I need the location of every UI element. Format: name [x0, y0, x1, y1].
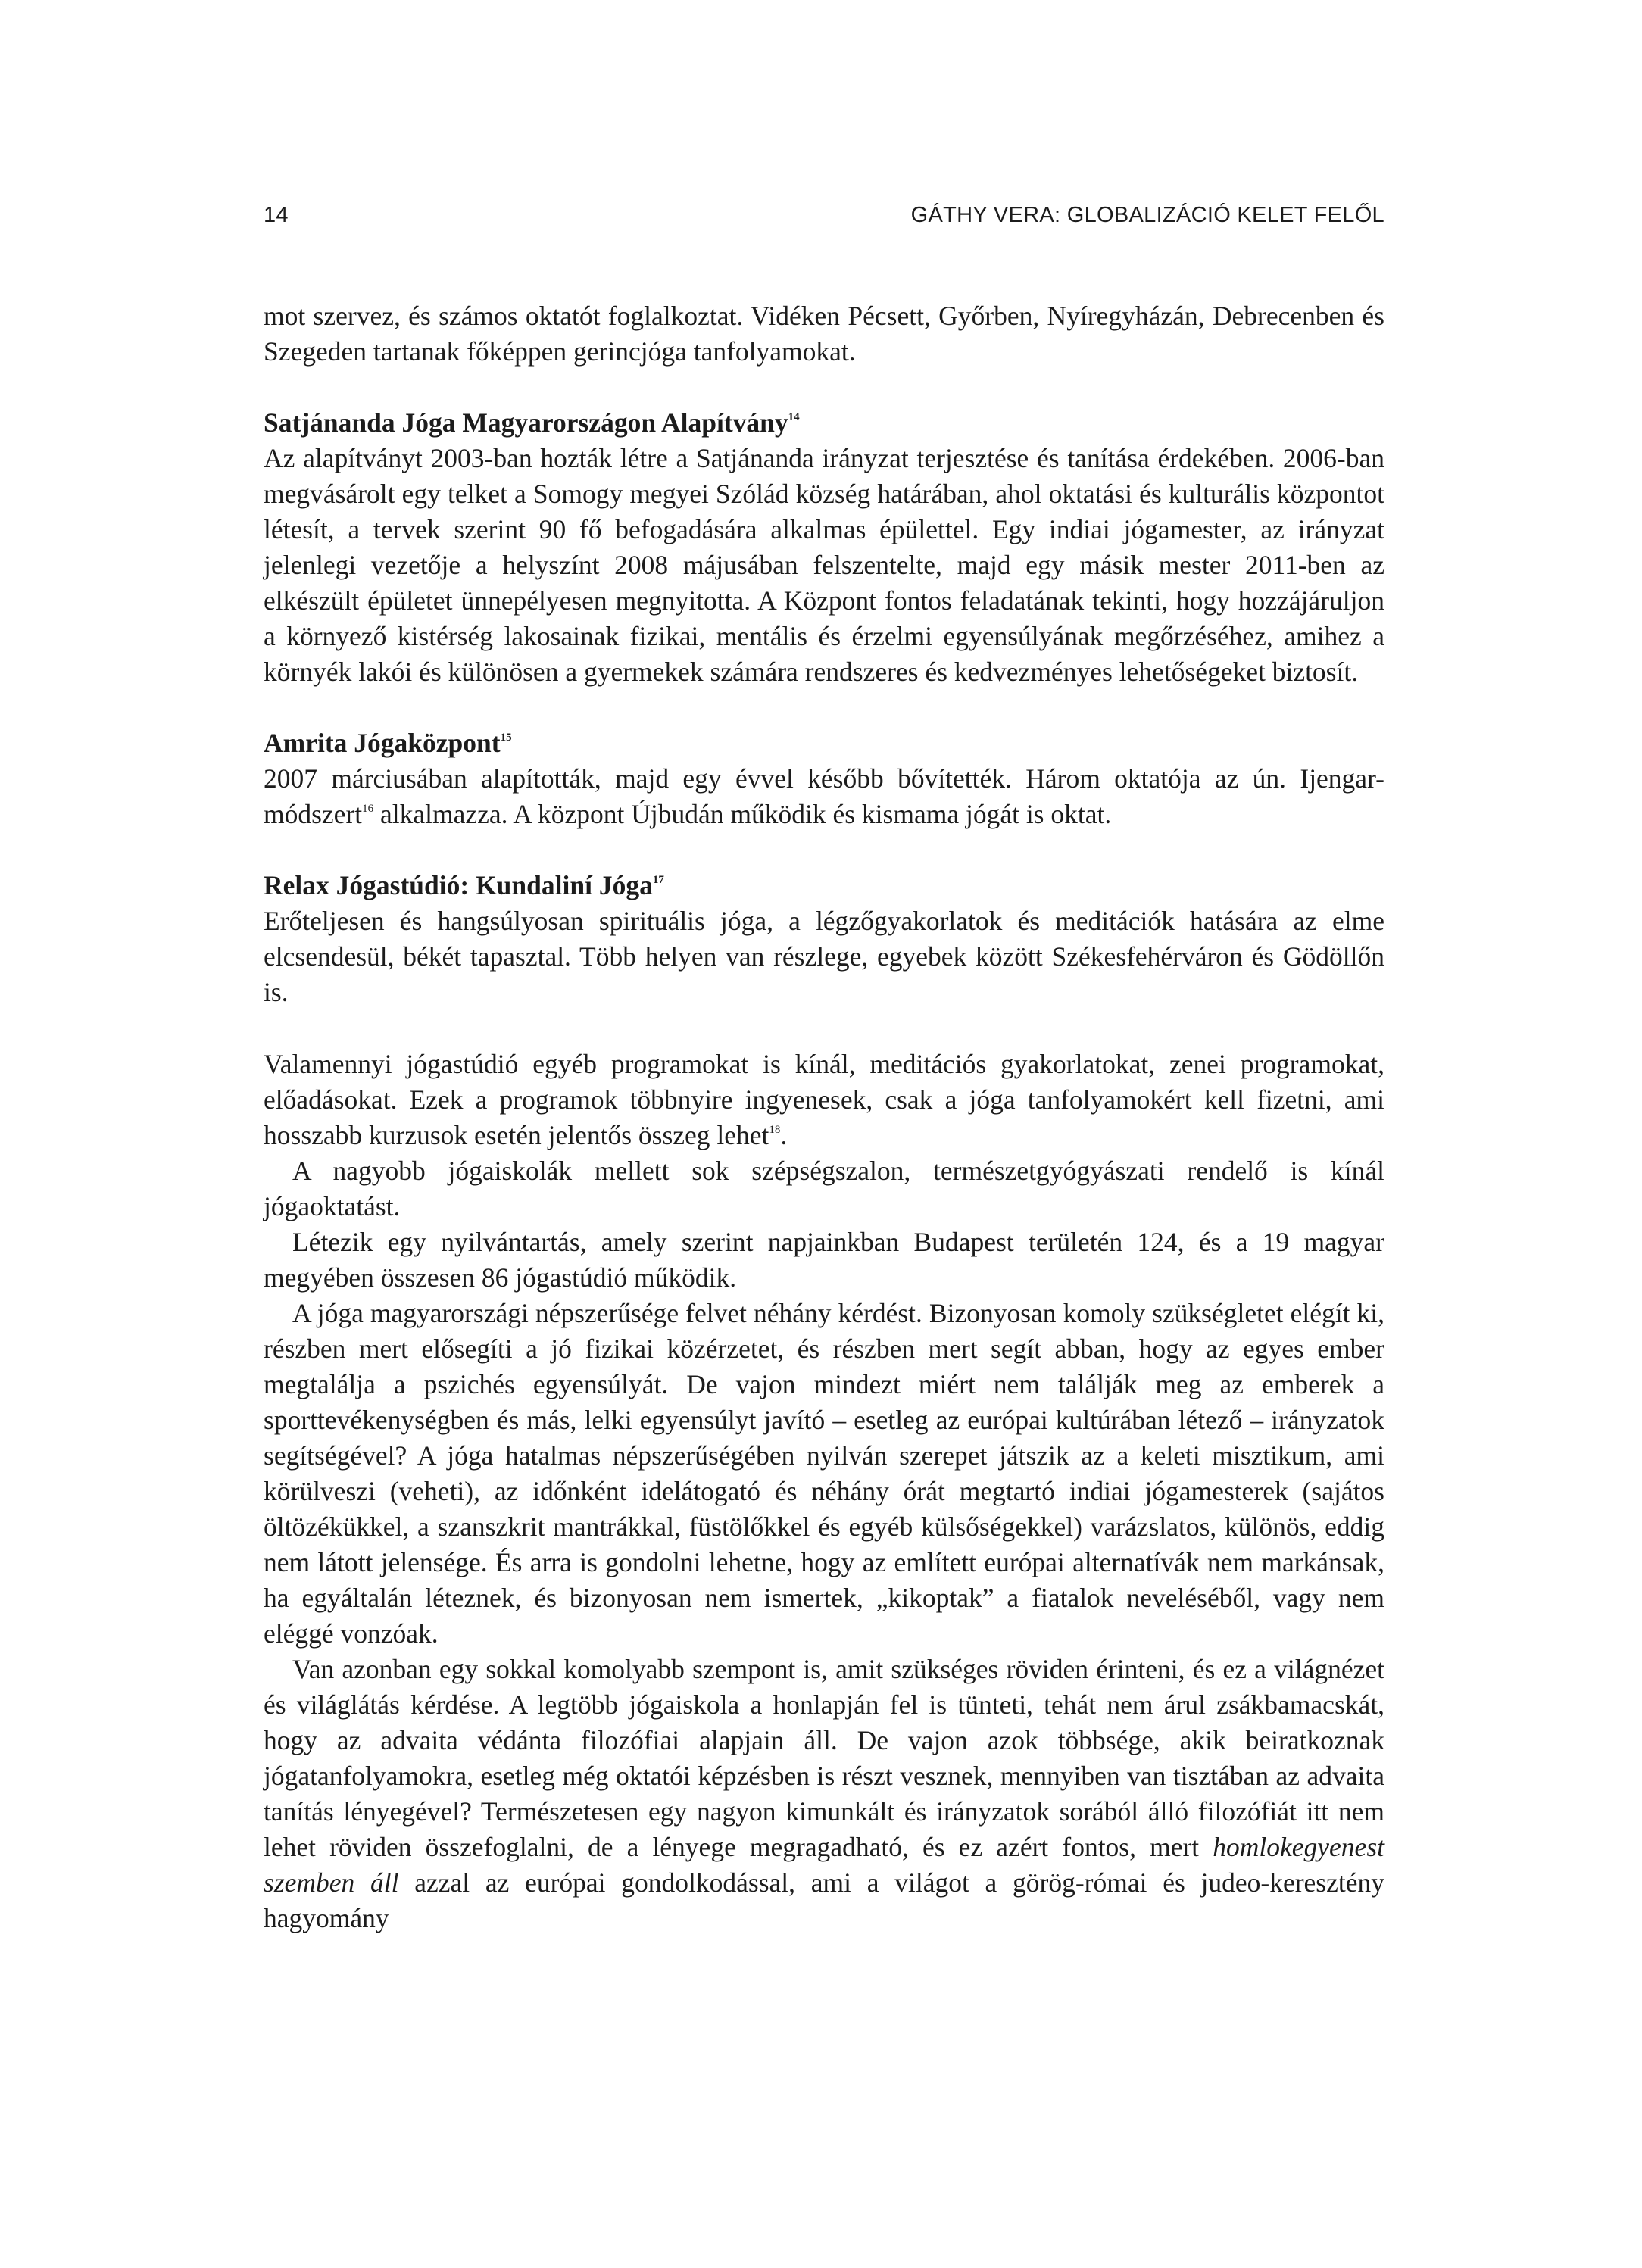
section-text: Az alapítványt 2003-ban hozták létre a Satjánanda irányzat terjesztése és tanítása érdekében. 2006-ban megvásárolt egy telket a Somogy megyei Szólád község határában, ahol oktatási és kulturális központot létesít, a tervek szerint 90 fő befogadására alkalmas épülettel. Egy indiai jógamester, az irányzat jelenlegi vezetője a helyszínt 2008 májusában felszentelte, majd egy másik mester 2011-ben az elkészült épületet ünnepélyesen megnyitotta. A Központ fontos feladatának tekinti, hogy hozzájáruljon a környező kistérség lakosainak fizikai, mentális és érzelmi egyensúlyának megőrzéséhez, amihez a környék lakói és különösen a gyermekek számára rendszeres és kedvezményes lehetőségeket biztosít.: [264, 443, 1384, 687]
section-text: [264, 761, 1384, 832]
paragraph: A nagyobb jógaiskolák mellett sok szépségszalon, természetgyógyászati rendelő is kínál jógaoktatást.: [264, 1156, 1384, 1221]
page-number: 14: [264, 203, 289, 227]
footnote-ref: 18: [769, 1124, 781, 1136]
section-title-text: Amrita Jógaközpont: [264, 728, 501, 758]
running-head: GÁTHY VERA: GLOBALIZÁCIÓ KELET FELŐL: [910, 203, 1384, 227]
paragraph-part: Van azonban egy sokkal komolyabb szempont is, amit szükséges röviden érinteni, és ez a világnézet és világlátás kérdése. A legtöbb jógaiskola a honlapján fel is tünteti, tehát nem árul zsákbamacskát, hogy az advaita védánta filozófiai alapjain áll. De vajon azok többsége, akik beiratkoznak jógatanfolyamokra, esetleg még oktatói képzésben is részt vesznek, mennyiben van tisztában az advaita tanítás lényegével? Természetesen egy nagyon kimunkált és irányzatok sorából álló filozófiát itt nem lehet röviden összefoglalni, de a lényege megragadható, és ez azért fontos, mert: [264, 1654, 1384, 1862]
section-text-part: alkalmazza. A központ Újbudán működik és kismama jógát is oktat.: [373, 799, 1112, 829]
section-title-text: Satjánanda Jóga Magyarországon Alapítvány: [264, 407, 788, 438]
section-title-text: Relax Jógastúdió: Kundaliní Jóga: [264, 870, 653, 900]
page-header: [264, 203, 1384, 236]
section-text-part: 2007 márciusában alapították, majd egy évvel később bővítették. Három oktatója az ún. Ijengar-módszert: [264, 763, 1384, 829]
section-title: [264, 725, 1384, 761]
paragraph: A jóga magyarországi népszerűsége felvet néhány kérdést. Bizonyosan komoly szükségletet elégít ki, részben mert elősegíti a jó fizikai közérzetet, és részben mert segít abban, hogy az egyes ember megtalálja a pszichés egyensúlyát. De vajon mindezt miért nem találják meg az emberek a sporttevékenységben és más, lelki egyensúlyt javító – esetleg az európai kultúrában létező – irányzatok segítségével? A jóga hatalmas népszerűségében nyilván szerepet játszik az a keleti misztikum, ami körülveszi (veheti), az időnként idelátogató és néhány órát megtartó indiai jógamesterek (sajátos öltözékükkel, a szanszkrit mantrákkal, füstölőkkel és egyéb külsőségekkel) varázslatos, különös, eddig nem látott jelensége. És arra is gondolni lehetne, hogy az említett európai alternatívák nem markánsak, ha egyáltalán léteznek, és bizonyosan nem ismertek, „kikoptak” a fiatalok neveléséből, vagy nem eléggé vonzóak.: [264, 1298, 1384, 1649]
paragraph: Létezik egy nyilvántartás, amely szerint napjainkban Budapest területén 124, és a 19 magyar megyében összesen 86 jógastúdió működik.: [264, 1227, 1384, 1293]
section-amrita: [264, 725, 1384, 832]
paragraph-part: Valamennyi jógastúdió egyéb programokat is kínál, meditációs gyakorlatokat, zenei programokat, előadásokat. Ezek a programok többnyire ingyenesek, csak a jóga tanfolyamokért kell fizetni, ami hosszabb kurzusok esetén jelentős összeg lehet: [264, 1049, 1384, 1150]
section-text: Erőteljesen és hangsúlyosan spirituális jóga, a légzőgyakorlatok és meditációk hatására az elme elcsendesül, békét tapasztal. Több helyen van részlege, egyebek között Székesfehérváron és Gödöllőn is.: [264, 906, 1384, 1007]
footnote-ref: 15: [500, 732, 512, 744]
footnote-ref: 14: [788, 411, 800, 423]
emphasis: homlokegyenest szemben áll: [264, 1832, 1384, 1898]
section-relax: [264, 868, 1384, 1010]
footnote-ref: 16: [362, 803, 374, 815]
section-satjananda: [264, 405, 1384, 690]
main-text: [264, 1047, 1384, 1936]
section-title: [264, 868, 1384, 903]
paragraph: [264, 1652, 1384, 1936]
paragraph-part: .: [780, 1120, 788, 1150]
paragraph: [264, 1047, 1384, 1153]
intro-paragraph: mot szervez, és számos oktatót foglalkoztat. Vidéken Pécsett, Győrben, Nyíregyházán, Debrecenben és Szegeden tartanak főképpen gerincjóga tanfolyamokat.: [264, 301, 1384, 367]
paragraph-part: azzal az európai gondolkodással, ami a világot a görög-római és judeo-keresztény hagyomány: [264, 1867, 1384, 1933]
page-body: [264, 298, 1384, 1936]
footnote-ref: 17: [652, 874, 664, 886]
section-title: [264, 405, 1384, 441]
